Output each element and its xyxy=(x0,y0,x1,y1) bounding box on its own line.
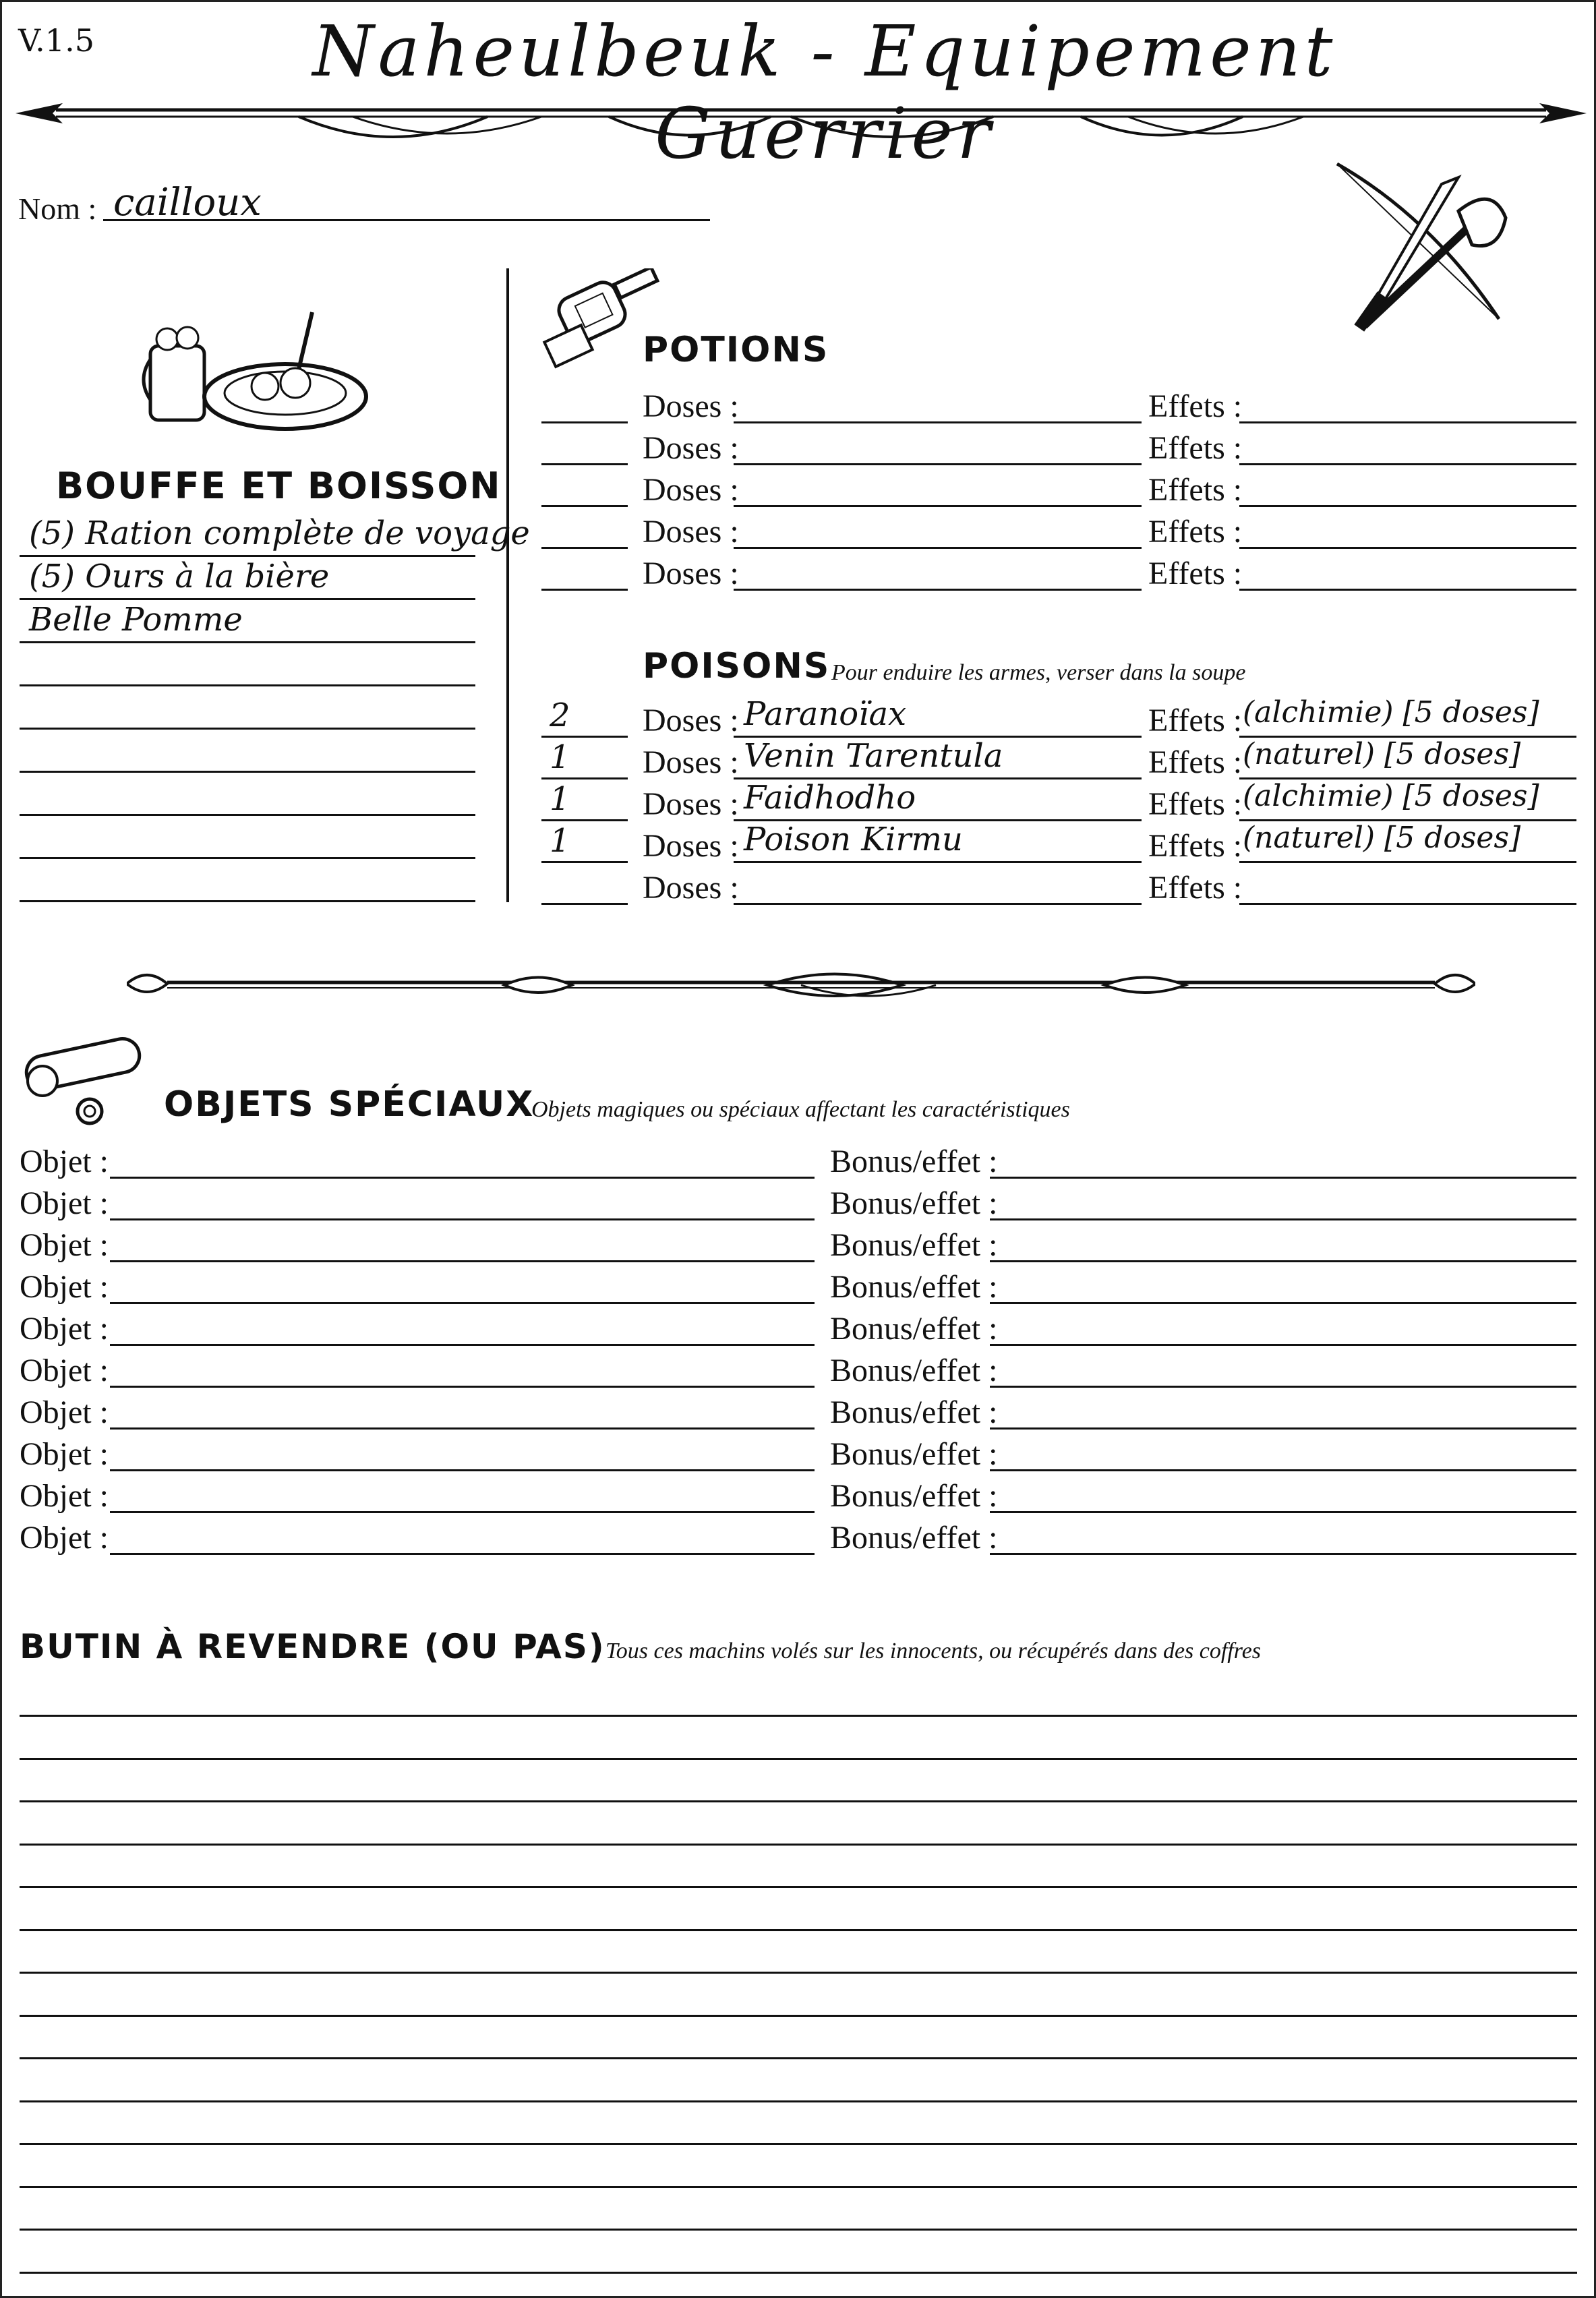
bonus-label: Bonus/effet : xyxy=(830,1185,998,1221)
special-subtitle: Objets magiques ou spéciaux affectant les caractéristiques xyxy=(531,1097,1070,1122)
staff-divider-icon xyxy=(127,960,1475,1007)
bonus-label: Bonus/effet : xyxy=(830,1478,998,1514)
doses-label: Doses : xyxy=(643,828,739,864)
bonus-label: Bonus/effet : xyxy=(830,1144,998,1179)
effets-label: Effets : xyxy=(1148,870,1243,906)
qty-line xyxy=(541,463,628,465)
objet-line[interactable] xyxy=(110,1469,815,1471)
loot-line[interactable] xyxy=(20,1972,1577,1974)
bonus-label: Bonus/effet : xyxy=(830,1520,998,1556)
food-item[interactable]: (5) Ration complète de voyage xyxy=(29,514,530,552)
column-divider xyxy=(506,268,509,902)
bonus-line[interactable] xyxy=(990,1511,1576,1513)
weapons-illustration-icon xyxy=(1324,157,1539,339)
doses-line xyxy=(734,547,1142,549)
doses-label: Doses : xyxy=(643,556,739,591)
loot-line[interactable] xyxy=(20,1886,1577,1888)
name-underline xyxy=(103,219,710,221)
food-line xyxy=(20,598,475,600)
special-heading: OBJETS SPÉCIAUX xyxy=(164,1084,535,1125)
name-label: Nom : xyxy=(18,192,97,226)
objet-line[interactable] xyxy=(110,1511,815,1513)
bonus-label: Bonus/effet : xyxy=(830,1269,998,1305)
qty-value[interactable]: 1 xyxy=(550,780,570,818)
effets-label: Effets : xyxy=(1148,556,1243,591)
bonus-label: Bonus/effet : xyxy=(830,1227,998,1263)
loot-line[interactable] xyxy=(20,2186,1577,2188)
food-line xyxy=(20,814,475,816)
qty-line xyxy=(541,421,628,423)
food-item[interactable]: (5) Ours à la bière xyxy=(29,558,330,595)
qty-line xyxy=(541,861,628,863)
effets-value[interactable]: (naturel) [5 doses] xyxy=(1243,737,1521,771)
effets-label: Effets : xyxy=(1148,786,1243,822)
effets-label: Effets : xyxy=(1148,703,1243,738)
qty-line xyxy=(541,903,628,905)
objet-label: Objet : xyxy=(20,1520,109,1556)
bonus-line[interactable] xyxy=(990,1302,1576,1304)
objet-label: Objet : xyxy=(20,1227,109,1263)
objet-line[interactable] xyxy=(110,1344,815,1346)
objet-label: Objet : xyxy=(20,1478,109,1514)
bonus-label: Bonus/effet : xyxy=(830,1353,998,1388)
food-line xyxy=(20,857,475,859)
food-illustration-icon xyxy=(137,305,380,440)
loot-line[interactable] xyxy=(20,2143,1577,2145)
bonus-label: Bonus/effet : xyxy=(830,1311,998,1347)
doses-label: Doses : xyxy=(643,388,739,424)
objet-line[interactable] xyxy=(110,1218,815,1220)
objet-label: Objet : xyxy=(20,1269,109,1305)
bonus-line[interactable] xyxy=(990,1177,1576,1179)
qty-value[interactable]: 1 xyxy=(550,738,570,776)
objet-line[interactable] xyxy=(110,1177,815,1179)
qty-value[interactable]: 2 xyxy=(550,697,570,734)
objet-label: Objet : xyxy=(20,1436,109,1472)
effets-label: Effets : xyxy=(1148,388,1243,424)
qty-value[interactable]: 1 xyxy=(550,822,570,860)
doses-label: Doses : xyxy=(643,744,739,780)
doses-label: Doses : xyxy=(643,786,739,822)
version-label: V.1.5 xyxy=(18,22,94,59)
doses-value[interactable]: Poison Kirmu xyxy=(744,821,963,858)
doses-value[interactable]: Paranoïax xyxy=(744,695,907,733)
doses-label: Doses : xyxy=(643,870,739,906)
bonus-line[interactable] xyxy=(990,1553,1576,1555)
objet-label: Objet : xyxy=(20,1311,109,1347)
effets-label: Effets : xyxy=(1148,472,1243,508)
effets-label: Effets : xyxy=(1148,828,1243,864)
effets-label: Effets : xyxy=(1148,514,1243,550)
bonus-line[interactable] xyxy=(990,1218,1576,1220)
doses-label: Doses : xyxy=(643,472,739,508)
effets-label: Effets : xyxy=(1148,430,1243,466)
loot-line[interactable] xyxy=(20,1800,1577,1802)
effets-line xyxy=(1239,903,1576,905)
qty-line xyxy=(541,777,628,779)
food-heading: BOUFFE ET BOISSON xyxy=(56,465,502,507)
loot-line[interactable] xyxy=(20,2272,1577,2274)
doses-line xyxy=(734,903,1142,905)
objet-line[interactable] xyxy=(110,1386,815,1388)
effets-line xyxy=(1239,505,1576,507)
qty-line xyxy=(541,736,628,738)
effets-line xyxy=(1239,861,1576,863)
effets-label: Effets : xyxy=(1148,744,1243,780)
food-item[interactable]: Belle Pomme xyxy=(29,601,243,639)
food-line xyxy=(20,555,475,557)
bonus-line[interactable] xyxy=(990,1344,1576,1346)
objet-label: Objet : xyxy=(20,1144,109,1179)
objet-label: Objet : xyxy=(20,1394,109,1430)
loot-line[interactable] xyxy=(20,2100,1577,2102)
scroll-ring-illustration-icon xyxy=(19,1030,154,1131)
doses-value[interactable]: Faidhodho xyxy=(744,779,916,817)
objet-line[interactable] xyxy=(110,1302,815,1304)
loot-line[interactable] xyxy=(20,1844,1577,1846)
effets-value[interactable]: (alchimie) [5 doses] xyxy=(1243,695,1539,730)
doses-line xyxy=(734,421,1142,423)
objet-label: Objet : xyxy=(20,1185,109,1221)
potions-heading: POTIONS xyxy=(643,330,829,370)
loot-line[interactable] xyxy=(20,2015,1577,2017)
arrow-divider-icon xyxy=(16,83,1587,150)
objet-line[interactable] xyxy=(110,1427,815,1430)
loot-line[interactable] xyxy=(20,1715,1577,1717)
doses-label: Doses : xyxy=(643,430,739,466)
effets-line xyxy=(1239,421,1576,423)
food-line xyxy=(20,771,475,773)
bonus-label: Bonus/effet : xyxy=(830,1436,998,1472)
name-value[interactable]: cailloux xyxy=(113,181,262,225)
objet-line[interactable] xyxy=(110,1553,815,1555)
poisons-heading: POISONS xyxy=(643,646,831,686)
bonus-line[interactable] xyxy=(990,1469,1576,1471)
qty-line xyxy=(541,505,628,507)
qty-line xyxy=(541,547,628,549)
bonus-line[interactable] xyxy=(990,1260,1576,1262)
loot-line[interactable] xyxy=(20,1758,1577,1760)
objet-line[interactable] xyxy=(110,1260,815,1262)
doses-line xyxy=(734,505,1142,507)
bonus-line[interactable] xyxy=(990,1427,1576,1430)
sheet-title: Naheulbeuk - Equipement Guerrier xyxy=(312,10,1337,175)
food-line xyxy=(20,684,475,686)
effets-line xyxy=(1239,547,1576,549)
doses-line xyxy=(734,589,1142,591)
loot-subtitle: Tous ces machins volés sur les innocents, ou récupérés dans des coffres xyxy=(605,1639,1262,1663)
doses-label: Doses : xyxy=(643,703,739,738)
bonus-label: Bonus/effet : xyxy=(830,1394,998,1430)
qty-line xyxy=(541,589,628,591)
doses-line xyxy=(734,463,1142,465)
objet-label: Objet : xyxy=(20,1353,109,1388)
food-line xyxy=(20,641,475,643)
effets-line xyxy=(1239,463,1576,465)
effets-value[interactable]: (naturel) [5 doses] xyxy=(1243,821,1521,855)
qty-line xyxy=(541,819,628,821)
loot-heading: BUTIN À REVENDRE (OU PAS) xyxy=(20,1627,605,1666)
effets-line xyxy=(1239,589,1576,591)
loot-line[interactable] xyxy=(20,2057,1577,2059)
effets-value[interactable]: (alchimie) [5 doses] xyxy=(1243,779,1539,813)
food-line xyxy=(20,728,475,730)
bonus-line[interactable] xyxy=(990,1386,1576,1388)
doses-label: Doses : xyxy=(643,514,739,550)
loot-line[interactable] xyxy=(20,1929,1577,1931)
poisons-subtitle: Pour enduire les armes, verser dans la soupe xyxy=(831,660,1246,685)
doses-value[interactable]: Venin Tarentula xyxy=(744,737,1003,775)
food-line xyxy=(20,900,475,902)
doses-line xyxy=(734,861,1142,863)
loot-line[interactable] xyxy=(20,2229,1577,2231)
